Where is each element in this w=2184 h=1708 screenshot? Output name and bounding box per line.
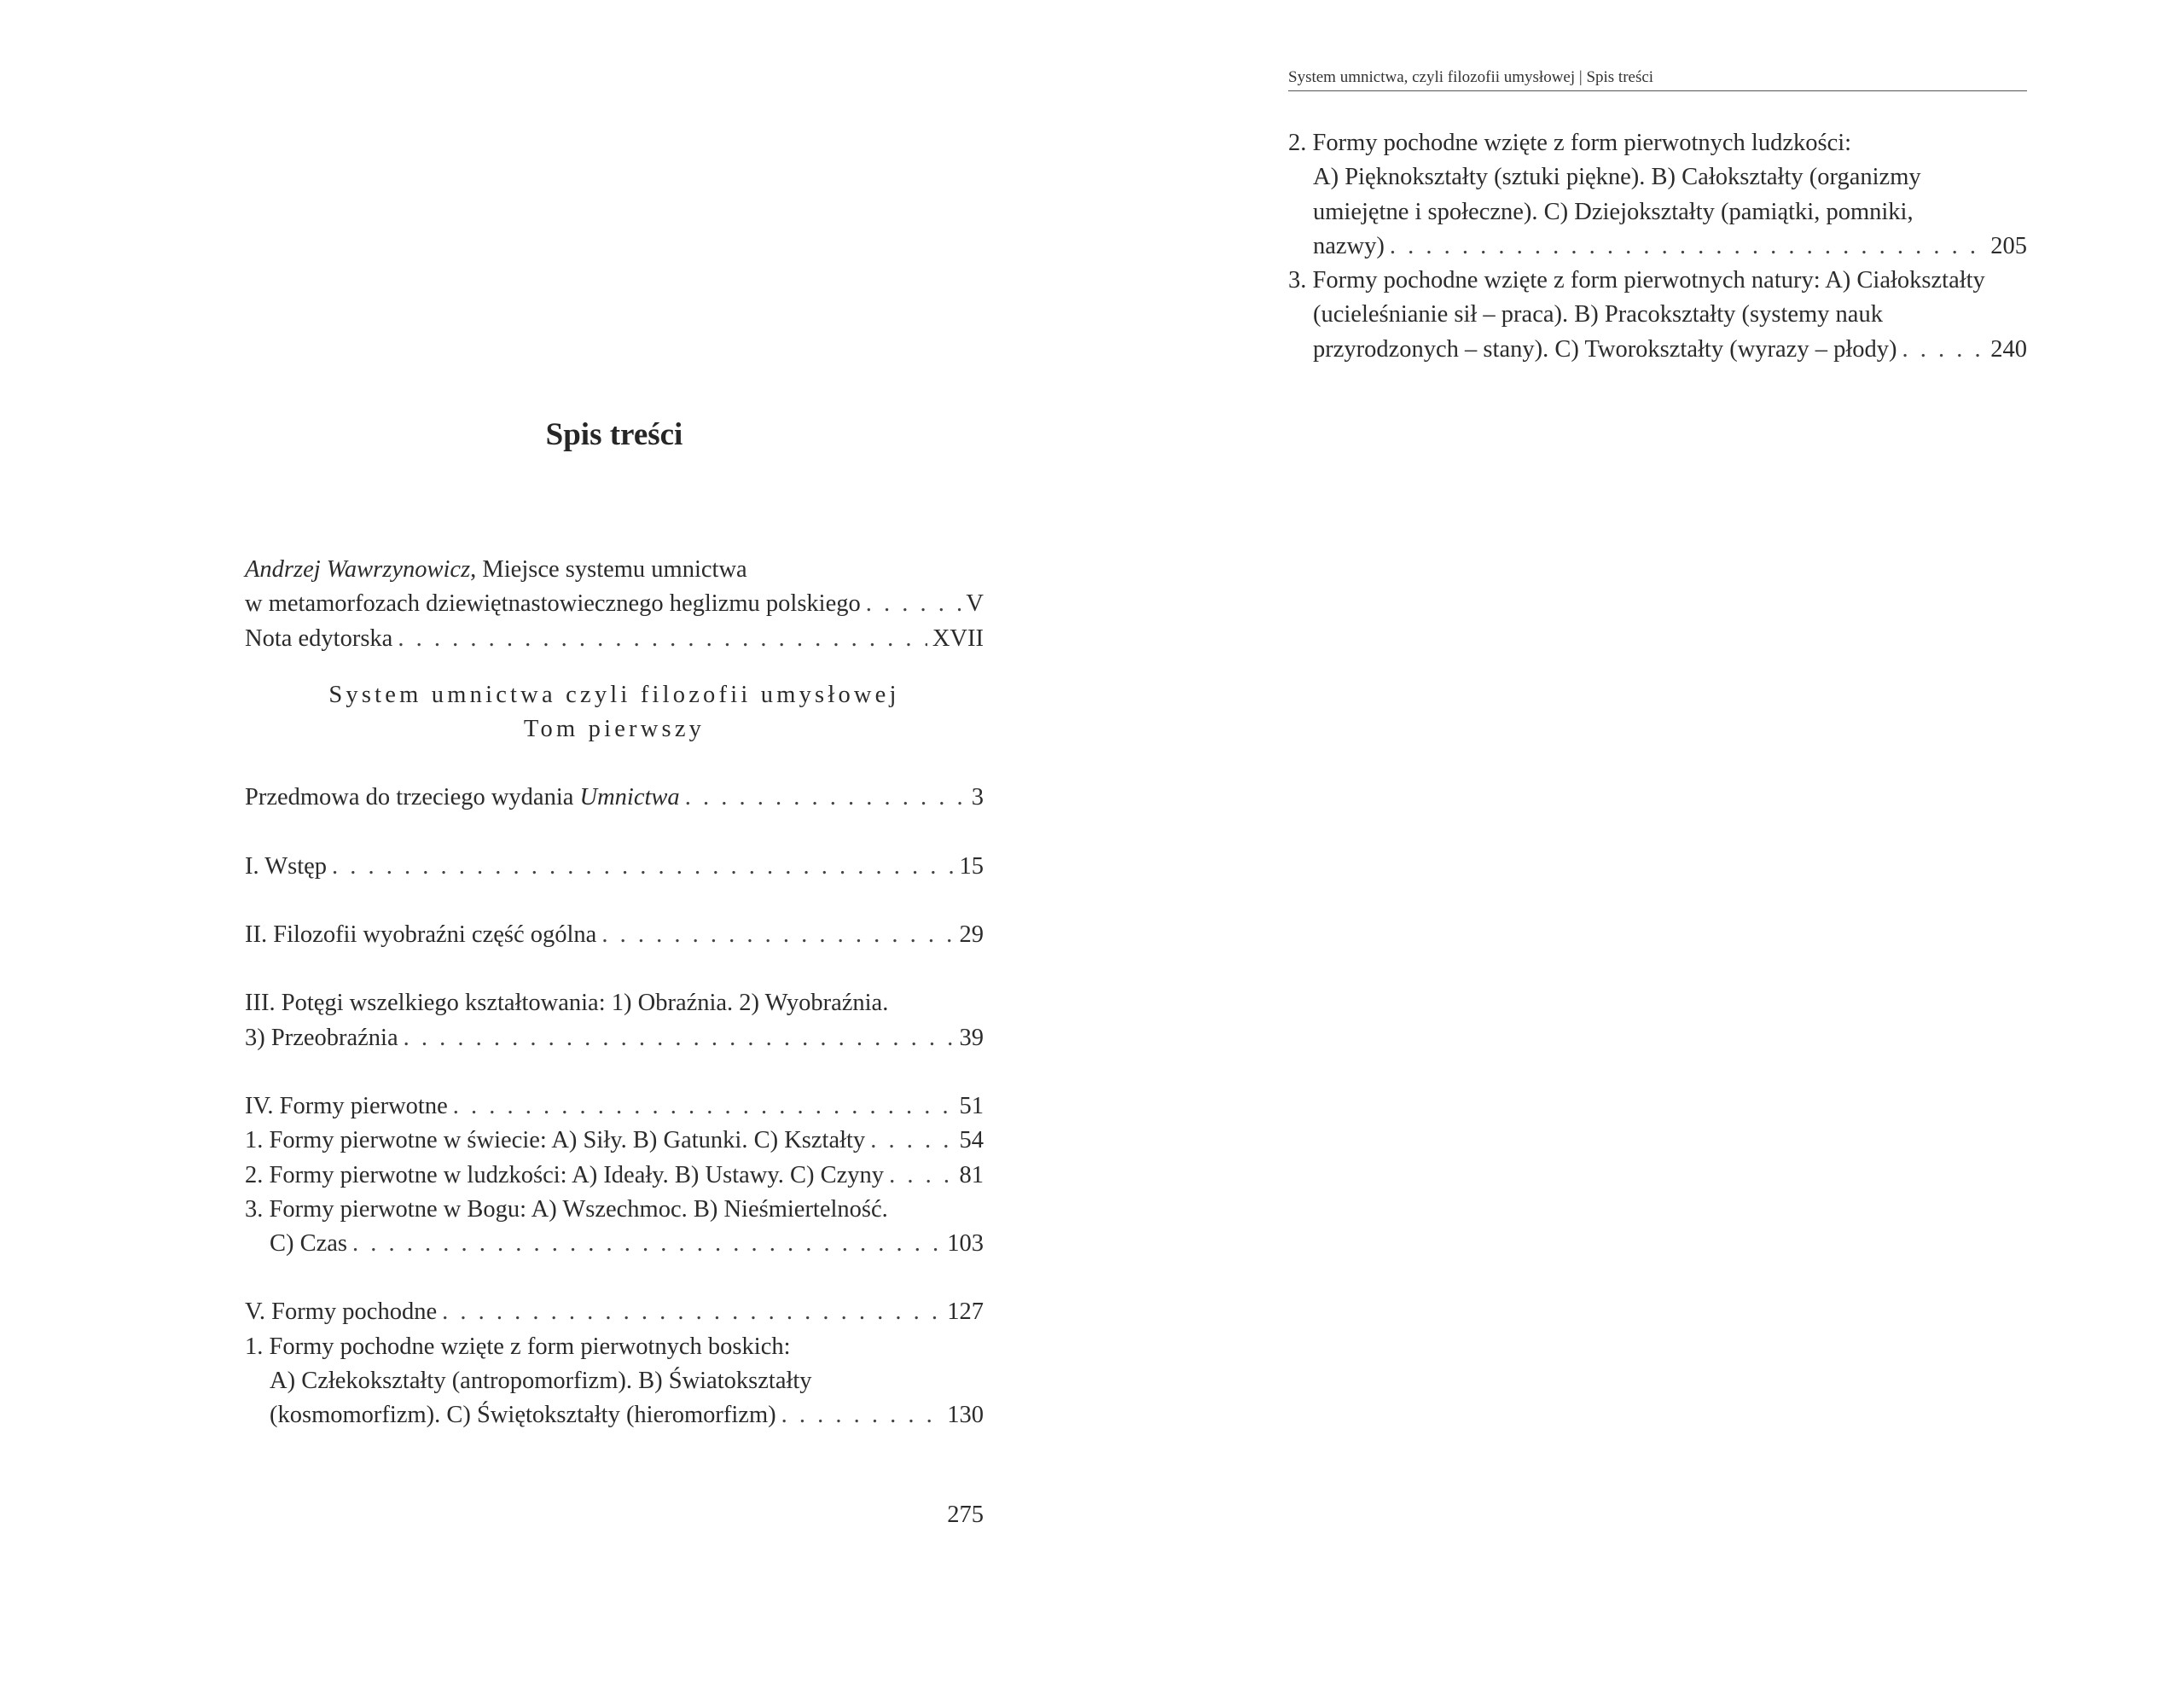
toc-page-number: 240 <box>1990 335 2027 363</box>
toc-page-number: 127 <box>947 1298 984 1326</box>
toc-entry-wstep[interactable] <box>245 850 984 884</box>
toc-entry-text <box>245 781 680 815</box>
toc-entry-text-italic: Umnictwa <box>579 784 680 811</box>
toc-entry-pochodne-boskie-line1: 1. Formy pochodne wzięte z form pierwotnych boskich: <box>245 1333 791 1360</box>
leader-dots <box>1390 229 1985 264</box>
toc-entry-text: II. Filozofii wyobraźni część ogólna <box>245 921 597 949</box>
toc-entry-pochodne-natura[interactable] <box>1288 333 2027 367</box>
toc-entry-text: 2. Formy pierwotne w ludzkości: A) Ideały. B) Ustawy. C) Czyny <box>245 1161 885 1188</box>
leader-dots <box>442 1295 942 1329</box>
toc-entry-text: nazwy) <box>1313 232 1385 259</box>
section-heading-title: System umnictwa czyli filozofii umysłowej <box>328 681 900 708</box>
toc-entry-pochodne-ludzkosc-line3: umiejętne i społeczne). C) Dziejokształty (pamiątki, pomniki, <box>1313 198 1914 225</box>
toc-entry-formy-pochodne[interactable] <box>245 1295 984 1329</box>
section-heading <box>245 678 984 747</box>
leader-dots <box>453 1089 955 1124</box>
toc-entry-intro[interactable] <box>245 587 984 621</box>
toc-entry-potegi-line1: III. Potęgi wszelkiego kształtowania: 1) Obraźnia. 2) Wyobraźnia. <box>245 990 889 1017</box>
toc-page-number: XVII <box>932 625 984 652</box>
toc-page-number: 15 <box>959 852 984 880</box>
leader-dots <box>889 1159 954 1193</box>
leader-dots <box>866 587 961 621</box>
toc-page-number: 205 <box>1990 232 2027 259</box>
toc-entry-pochodne-natura-line2: (ucieleśnianie sił – praca). B) Pracokształty (systemy nauk <box>1313 301 1883 328</box>
page-number: 275 <box>947 1502 984 1528</box>
leader-dots <box>332 850 954 884</box>
leader-dots <box>781 1398 943 1432</box>
toc-page-number: 81 <box>959 1161 984 1188</box>
toc-entry-text: IV. Formy pierwotne <box>245 1092 448 1119</box>
leader-dots <box>404 1021 955 1055</box>
toc-entry-text: (kosmomorfizm). C) Świętokształty (hieromorfizm) <box>270 1402 776 1429</box>
toc-left <box>245 553 984 1433</box>
toc-entry-filozofii[interactable] <box>245 918 984 952</box>
toc-page-number: 103 <box>947 1230 984 1258</box>
toc-intro-line1 <box>245 553 984 587</box>
toc-page-number: 29 <box>959 921 984 949</box>
toc-page-number: 54 <box>959 1127 984 1154</box>
toc-entry-text-plain: Przedmowa do trzeciego wydania <box>245 784 580 811</box>
toc-entry-pochodne-boskie[interactable] <box>245 1398 984 1432</box>
toc-entry-pochodne-ludzkosc[interactable] <box>1288 229 2027 264</box>
toc-entry-pierwotne-bog[interactable] <box>245 1227 984 1261</box>
toc-page-number: V <box>966 590 984 618</box>
toc-entry-text: V. Formy pochodne <box>245 1298 438 1326</box>
leader-dots <box>870 1124 954 1158</box>
toc-entry-pochodne-ludzkosc-line2: A) Pięknokształty (sztuki piękne). B) Całokształty (organizmy <box>1313 164 1921 191</box>
toc-entry-pochodne-natura-line1: 3. Formy pochodne wzięte z form pierwotnych natury: A) Ciałokształty <box>1288 267 1985 294</box>
toc-entry-formy-pierwotne[interactable] <box>245 1089 984 1124</box>
toc-page-number: 51 <box>959 1092 984 1119</box>
toc-entry-pierwotne-ludzkosc[interactable] <box>245 1159 984 1193</box>
toc-entry-text: C) Czas <box>270 1230 348 1258</box>
toc-entry-text: Nota edytorska <box>245 625 393 652</box>
toc-entry-text: I. Wstęp <box>245 852 328 880</box>
toc-entry-przedmowa[interactable] <box>245 781 984 815</box>
toc-entry-pierwotne-bog-line1: 3. Formy pierwotne w Bogu: A) Wszechmoc. B) Nieśmiertelność. <box>245 1195 888 1223</box>
toc-intro-title: , Miejsce systemu umnictwa <box>470 556 747 583</box>
leader-dots <box>398 622 927 656</box>
leader-dots <box>1902 333 1985 367</box>
toc-right <box>1288 126 2027 367</box>
toc-entry-potegi[interactable] <box>245 1021 984 1055</box>
toc-page-number: 3 <box>971 784 984 811</box>
toc-entry-pochodne-ludzkosc-line1: 2. Formy pochodne wzięte z form pierwotnych ludzkości: <box>1288 130 1852 156</box>
toc-entry-pierwotne-swiat[interactable] <box>245 1124 984 1158</box>
toc-entry-text: w metamorfozach dziewiętnastowiecznego heglizmu polskiego <box>245 590 861 618</box>
toc-entry-text: 1. Formy pierwotne w świecie: A) Siły. B) Gatunki. C) Kształty <box>245 1127 866 1154</box>
toc-page-number: 39 <box>959 1024 984 1051</box>
leader-dots <box>352 1227 942 1261</box>
running-head: System umnictwa, czyli filozofii umysłowej | Spis treści <box>1288 68 2027 91</box>
page-title: Spis treści <box>545 417 683 452</box>
leader-dots <box>685 781 967 815</box>
toc-entry-text: przyrodzonych – stany). C) Tworokształty (wyrazy – płody) <box>1313 335 1897 363</box>
toc-intro-author: Andrzej Wawrzynowicz <box>245 556 471 583</box>
leader-dots <box>601 918 954 952</box>
toc-entry-text: 3) Przeobraźnia <box>245 1024 398 1051</box>
toc-entry-pochodne-boskie-line2: A) Człekokształty (antropomorfizm). B) Światokształty <box>270 1368 812 1395</box>
toc-page-number: 130 <box>947 1402 984 1429</box>
section-heading-volume: Tom pierwszy <box>523 716 706 743</box>
toc-entry-nota[interactable] <box>245 622 984 656</box>
